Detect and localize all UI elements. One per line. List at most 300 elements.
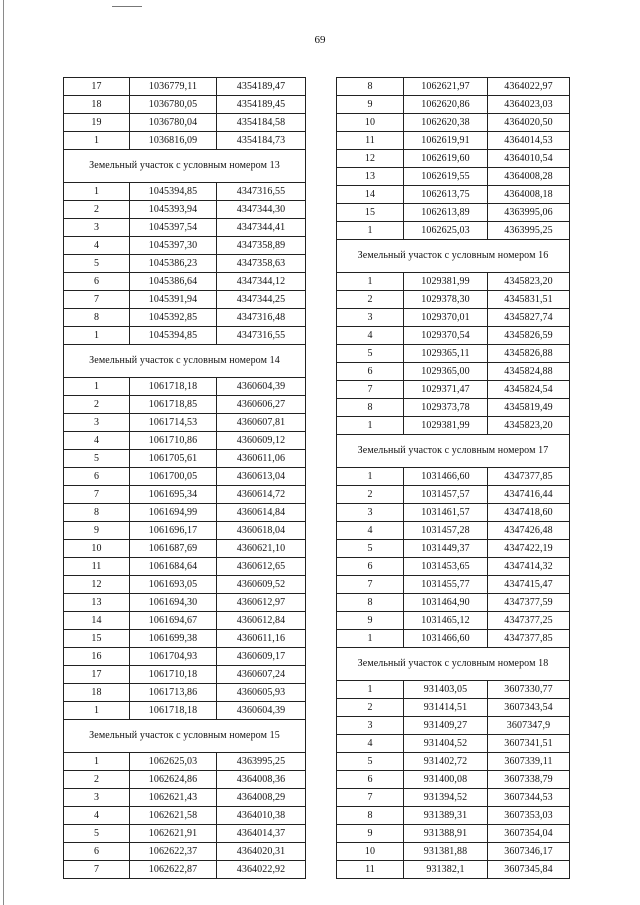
table-row <box>64 843 306 861</box>
x-coordinate-cell: 1062622,87 <box>130 861 217 879</box>
y-coordinate-cell: 4360609,12 <box>217 432 306 450</box>
x-coordinate-cell: 931400,08 <box>404 771 488 789</box>
y-coordinate-cell: 4360612,97 <box>217 594 306 612</box>
y-coordinate-cell: 4354184,73 <box>217 132 306 150</box>
x-coordinate-cell: 1061695,34 <box>130 486 217 504</box>
point-number-cell: 2 <box>337 291 404 309</box>
y-coordinate-cell: 3607344,53 <box>488 789 570 807</box>
x-coordinate-cell: 1045391,94 <box>130 291 217 309</box>
y-coordinate-cell: 4360612,65 <box>217 558 306 576</box>
table-row <box>64 414 306 432</box>
table-row <box>64 219 306 237</box>
x-coordinate-cell: 1061700,05 <box>130 468 217 486</box>
table-row <box>337 309 570 327</box>
x-coordinate-cell: 931394,52 <box>404 789 488 807</box>
y-coordinate-cell: 4345823,20 <box>488 273 570 291</box>
point-number-cell: 2 <box>337 699 404 717</box>
y-coordinate-cell: 4360618,04 <box>217 522 306 540</box>
point-number-cell: 6 <box>337 558 404 576</box>
x-coordinate-cell: 1061696,17 <box>130 522 217 540</box>
x-coordinate-cell: 1031465,12 <box>404 612 488 630</box>
left-coordinates-table-container <box>63 77 305 879</box>
y-coordinate-cell: 4347344,30 <box>217 201 306 219</box>
table-row <box>64 114 306 132</box>
table-row <box>337 612 570 630</box>
point-number-cell: 3 <box>64 219 130 237</box>
point-number-cell: 8 <box>337 399 404 417</box>
x-coordinate-cell: 1061699,38 <box>130 630 217 648</box>
table-row <box>64 753 306 771</box>
table-row <box>337 789 570 807</box>
point-number-cell: 1 <box>64 327 130 345</box>
land-plot-section-title: Земельный участок с условным номером 18 <box>337 648 570 681</box>
table-row <box>337 522 570 540</box>
x-coordinate-cell: 1061718,18 <box>130 378 217 396</box>
right-coordinates-table-container <box>336 77 569 879</box>
point-number-cell: 6 <box>64 468 130 486</box>
y-coordinate-cell: 3607345,84 <box>488 861 570 879</box>
table-row <box>337 327 570 345</box>
y-coordinate-cell: 4354184,58 <box>217 114 306 132</box>
table-row <box>337 861 570 879</box>
y-coordinate-cell: 4364014,53 <box>488 132 570 150</box>
table-row <box>337 843 570 861</box>
point-number-cell: 3 <box>337 504 404 522</box>
x-coordinate-cell: 1029365,00 <box>404 363 488 381</box>
x-coordinate-cell: 1045393,94 <box>130 201 217 219</box>
y-coordinate-cell: 4360607,24 <box>217 666 306 684</box>
point-number-cell: 6 <box>64 273 130 291</box>
y-coordinate-cell: 4364020,50 <box>488 114 570 132</box>
x-coordinate-cell: 1061694,67 <box>130 612 217 630</box>
table-row <box>64 378 306 396</box>
section-header-row <box>64 720 306 753</box>
x-coordinate-cell: 1062619,55 <box>404 168 488 186</box>
land-plot-section-title: Земельный участок с условным номером 13 <box>64 150 306 183</box>
y-coordinate-cell: 4364022,92 <box>217 861 306 879</box>
table-row <box>337 504 570 522</box>
x-coordinate-cell: 1045397,30 <box>130 237 217 255</box>
y-coordinate-cell: 4360604,39 <box>217 702 306 720</box>
right-coordinates-table-body <box>337 78 570 879</box>
table-row <box>64 273 306 291</box>
land-plot-section-title: Земельный участок с условным номером 14 <box>64 345 306 378</box>
y-coordinate-cell: 4347316,55 <box>217 327 306 345</box>
point-number-cell: 17 <box>64 78 130 96</box>
point-number-cell: 17 <box>64 666 130 684</box>
scan-top-mark <box>112 6 142 7</box>
table-row <box>337 78 570 96</box>
point-number-cell: 3 <box>64 414 130 432</box>
point-number-cell: 8 <box>337 594 404 612</box>
y-coordinate-cell: 4347316,48 <box>217 309 306 327</box>
point-number-cell: 7 <box>337 576 404 594</box>
point-number-cell: 12 <box>64 576 130 594</box>
table-row <box>64 132 306 150</box>
x-coordinate-cell: 1061694,99 <box>130 504 217 522</box>
x-coordinate-cell: 1029378,30 <box>404 291 488 309</box>
section-header-row <box>337 435 570 468</box>
point-number-cell: 14 <box>64 612 130 630</box>
point-number-cell: 1 <box>64 702 130 720</box>
table-row <box>337 132 570 150</box>
x-coordinate-cell: 1061684,64 <box>130 558 217 576</box>
table-row <box>64 540 306 558</box>
y-coordinate-cell: 4347377,85 <box>488 468 570 486</box>
point-number-cell: 2 <box>337 486 404 504</box>
y-coordinate-cell: 4363995,06 <box>488 204 570 222</box>
land-plot-section-title: Земельный участок с условным номером 15 <box>64 720 306 753</box>
x-coordinate-cell: 1062624,86 <box>130 771 217 789</box>
x-coordinate-cell: 1036779,11 <box>130 78 217 96</box>
table-row <box>337 576 570 594</box>
section-header-row <box>337 648 570 681</box>
x-coordinate-cell: 1061710,18 <box>130 666 217 684</box>
point-number-cell: 10 <box>337 843 404 861</box>
table-row <box>64 78 306 96</box>
table-row <box>64 450 306 468</box>
point-number-cell: 1 <box>337 630 404 648</box>
y-coordinate-cell: 3607354,04 <box>488 825 570 843</box>
point-number-cell: 4 <box>64 432 130 450</box>
x-coordinate-cell: 1029370,01 <box>404 309 488 327</box>
table-row <box>337 486 570 504</box>
y-coordinate-cell: 4364010,38 <box>217 807 306 825</box>
table-row <box>64 612 306 630</box>
x-coordinate-cell: 1031453,65 <box>404 558 488 576</box>
point-number-cell: 9 <box>337 96 404 114</box>
point-number-cell: 7 <box>64 291 130 309</box>
y-coordinate-cell: 4364020,31 <box>217 843 306 861</box>
point-number-cell: 5 <box>337 345 404 363</box>
table-row <box>337 417 570 435</box>
x-coordinate-cell: 931403,05 <box>404 681 488 699</box>
point-number-cell: 1 <box>64 132 130 150</box>
point-number-cell: 4 <box>337 327 404 345</box>
x-coordinate-cell: 1036816,09 <box>130 132 217 150</box>
point-number-cell: 5 <box>337 540 404 558</box>
x-coordinate-cell: 1029381,99 <box>404 273 488 291</box>
point-number-cell: 15 <box>337 204 404 222</box>
y-coordinate-cell: 4345823,20 <box>488 417 570 435</box>
y-coordinate-cell: 4364010,54 <box>488 150 570 168</box>
y-coordinate-cell: 4364008,29 <box>217 789 306 807</box>
table-row <box>337 186 570 204</box>
x-coordinate-cell: 931414,51 <box>404 699 488 717</box>
x-coordinate-cell: 931389,31 <box>404 807 488 825</box>
x-coordinate-cell: 1029370,54 <box>404 327 488 345</box>
y-coordinate-cell: 4363995,25 <box>217 753 306 771</box>
x-coordinate-cell: 1061710,86 <box>130 432 217 450</box>
y-coordinate-cell: 4347316,55 <box>217 183 306 201</box>
y-coordinate-cell: 4354189,47 <box>217 78 306 96</box>
y-coordinate-cell: 3607346,17 <box>488 843 570 861</box>
table-row <box>337 630 570 648</box>
point-number-cell: 5 <box>64 450 130 468</box>
point-number-cell: 7 <box>64 486 130 504</box>
x-coordinate-cell: 1061714,53 <box>130 414 217 432</box>
point-number-cell: 13 <box>337 168 404 186</box>
table-row <box>64 396 306 414</box>
y-coordinate-cell: 4347377,85 <box>488 630 570 648</box>
point-number-cell: 12 <box>337 150 404 168</box>
left-coordinates-table-body <box>64 78 306 879</box>
point-number-cell: 5 <box>337 753 404 771</box>
y-coordinate-cell: 4360605,93 <box>217 684 306 702</box>
x-coordinate-cell: 1045386,23 <box>130 255 217 273</box>
point-number-cell: 11 <box>337 132 404 150</box>
x-coordinate-cell: 931404,52 <box>404 735 488 753</box>
y-coordinate-cell: 4345819,49 <box>488 399 570 417</box>
y-coordinate-cell: 4364023,03 <box>488 96 570 114</box>
table-row <box>337 771 570 789</box>
table-row <box>64 291 306 309</box>
table-row <box>337 222 570 240</box>
x-coordinate-cell: 1062620,38 <box>404 114 488 132</box>
x-coordinate-cell: 1036780,05 <box>130 96 217 114</box>
x-coordinate-cell: 1029381,99 <box>404 417 488 435</box>
point-number-cell: 15 <box>64 630 130 648</box>
point-number-cell: 4 <box>337 735 404 753</box>
y-coordinate-cell: 4360609,52 <box>217 576 306 594</box>
y-coordinate-cell: 4347415,47 <box>488 576 570 594</box>
point-number-cell: 13 <box>64 594 130 612</box>
table-row <box>64 327 306 345</box>
y-coordinate-cell: 4364008,36 <box>217 771 306 789</box>
land-plot-section-title: Земельный участок с условным номером 16 <box>337 240 570 273</box>
y-coordinate-cell: 4347414,32 <box>488 558 570 576</box>
x-coordinate-cell: 1062622,37 <box>130 843 217 861</box>
x-coordinate-cell: 1062613,75 <box>404 186 488 204</box>
y-coordinate-cell: 4347377,59 <box>488 594 570 612</box>
y-coordinate-cell: 4347344,12 <box>217 273 306 291</box>
point-number-cell: 7 <box>337 789 404 807</box>
table-row <box>64 648 306 666</box>
y-coordinate-cell: 3607341,51 <box>488 735 570 753</box>
x-coordinate-cell: 1062625,03 <box>404 222 488 240</box>
table-row <box>64 522 306 540</box>
point-number-cell: 10 <box>337 114 404 132</box>
right-coordinates-table <box>336 77 570 879</box>
x-coordinate-cell: 1062621,91 <box>130 825 217 843</box>
table-row <box>337 468 570 486</box>
y-coordinate-cell: 3607339,11 <box>488 753 570 771</box>
point-number-cell: 11 <box>337 861 404 879</box>
point-number-cell: 10 <box>64 540 130 558</box>
point-number-cell: 18 <box>64 684 130 702</box>
x-coordinate-cell: 1062613,89 <box>404 204 488 222</box>
table-row <box>64 255 306 273</box>
x-coordinate-cell: 1031457,28 <box>404 522 488 540</box>
x-coordinate-cell: 931381,88 <box>404 843 488 861</box>
y-coordinate-cell: 4345826,88 <box>488 345 570 363</box>
x-coordinate-cell: 1029371,47 <box>404 381 488 399</box>
table-row <box>337 594 570 612</box>
y-coordinate-cell: 4360621,10 <box>217 540 306 558</box>
table-row <box>64 558 306 576</box>
y-coordinate-cell: 4364014,37 <box>217 825 306 843</box>
table-row <box>64 576 306 594</box>
table-row <box>64 309 306 327</box>
point-number-cell: 9 <box>337 825 404 843</box>
y-coordinate-cell: 3607343,54 <box>488 699 570 717</box>
table-row <box>337 96 570 114</box>
table-row <box>337 540 570 558</box>
y-coordinate-cell: 4347358,63 <box>217 255 306 273</box>
table-row <box>337 699 570 717</box>
point-number-cell: 2 <box>64 396 130 414</box>
table-row <box>64 807 306 825</box>
section-header-row <box>64 345 306 378</box>
x-coordinate-cell: 1062621,43 <box>130 789 217 807</box>
point-number-cell: 7 <box>64 861 130 879</box>
x-coordinate-cell: 1062619,60 <box>404 150 488 168</box>
y-coordinate-cell: 4345827,74 <box>488 309 570 327</box>
x-coordinate-cell: 1062625,03 <box>130 753 217 771</box>
y-coordinate-cell: 4347416,44 <box>488 486 570 504</box>
table-row <box>337 753 570 771</box>
point-number-cell: 1 <box>64 753 130 771</box>
y-coordinate-cell: 4354189,45 <box>217 96 306 114</box>
x-coordinate-cell: 1045392,85 <box>130 309 217 327</box>
left-coordinates-table <box>63 77 306 879</box>
y-coordinate-cell: 3607338,79 <box>488 771 570 789</box>
y-coordinate-cell: 3607330,77 <box>488 681 570 699</box>
x-coordinate-cell: 1031461,57 <box>404 504 488 522</box>
point-number-cell: 1 <box>337 417 404 435</box>
y-coordinate-cell: 4347344,41 <box>217 219 306 237</box>
table-row <box>64 630 306 648</box>
table-row <box>337 681 570 699</box>
x-coordinate-cell: 1061693,05 <box>130 576 217 594</box>
table-row <box>64 201 306 219</box>
x-coordinate-cell: 1029365,11 <box>404 345 488 363</box>
y-coordinate-cell: 4360611,06 <box>217 450 306 468</box>
y-coordinate-cell: 4360611,16 <box>217 630 306 648</box>
x-coordinate-cell: 1045386,64 <box>130 273 217 291</box>
land-plot-section-title: Земельный участок с условным номером 17 <box>337 435 570 468</box>
point-number-cell: 18 <box>64 96 130 114</box>
point-number-cell: 9 <box>64 522 130 540</box>
point-number-cell: 8 <box>64 504 130 522</box>
point-number-cell: 8 <box>337 807 404 825</box>
table-row <box>337 150 570 168</box>
point-number-cell: 1 <box>337 273 404 291</box>
point-number-cell: 1 <box>337 681 404 699</box>
section-header-row <box>337 240 570 273</box>
point-number-cell: 3 <box>64 789 130 807</box>
point-number-cell: 5 <box>64 825 130 843</box>
x-coordinate-cell: 1061718,18 <box>130 702 217 720</box>
x-coordinate-cell: 1061718,85 <box>130 396 217 414</box>
x-coordinate-cell: 1031457,57 <box>404 486 488 504</box>
x-coordinate-cell: 1029373,78 <box>404 399 488 417</box>
table-row <box>64 486 306 504</box>
x-coordinate-cell: 931388,91 <box>404 825 488 843</box>
point-number-cell: 11 <box>64 558 130 576</box>
x-coordinate-cell: 1062620,86 <box>404 96 488 114</box>
y-coordinate-cell: 4360606,27 <box>217 396 306 414</box>
y-coordinate-cell: 4345824,54 <box>488 381 570 399</box>
scan-page-edge <box>3 0 4 905</box>
y-coordinate-cell: 4345824,88 <box>488 363 570 381</box>
y-coordinate-cell: 4347426,48 <box>488 522 570 540</box>
table-row <box>64 237 306 255</box>
page-number: 69 <box>314 34 326 46</box>
table-row <box>337 558 570 576</box>
table-row <box>64 825 306 843</box>
table-row <box>337 363 570 381</box>
point-number-cell: 19 <box>64 114 130 132</box>
y-coordinate-cell: 4360604,39 <box>217 378 306 396</box>
x-coordinate-cell: 931382,1 <box>404 861 488 879</box>
x-coordinate-cell: 1031455,77 <box>404 576 488 594</box>
x-coordinate-cell: 1045394,85 <box>130 183 217 201</box>
table-row <box>337 807 570 825</box>
point-number-cell: 1 <box>64 183 130 201</box>
table-row <box>337 114 570 132</box>
section-header-row <box>64 150 306 183</box>
point-number-cell: 1 <box>337 468 404 486</box>
table-row <box>64 432 306 450</box>
table-row <box>64 684 306 702</box>
table-row <box>64 594 306 612</box>
table-row <box>337 273 570 291</box>
table-row <box>64 789 306 807</box>
y-coordinate-cell: 4360614,72 <box>217 486 306 504</box>
table-row <box>337 291 570 309</box>
y-coordinate-cell: 4347377,25 <box>488 612 570 630</box>
point-number-cell: 2 <box>64 201 130 219</box>
point-number-cell: 8 <box>64 309 130 327</box>
y-coordinate-cell: 4364022,97 <box>488 78 570 96</box>
point-number-cell: 6 <box>337 771 404 789</box>
point-number-cell: 4 <box>337 522 404 540</box>
y-coordinate-cell: 4345831,51 <box>488 291 570 309</box>
x-coordinate-cell: 1061705,61 <box>130 450 217 468</box>
table-row <box>64 183 306 201</box>
table-row <box>64 702 306 720</box>
point-number-cell: 6 <box>337 363 404 381</box>
point-number-cell: 14 <box>337 186 404 204</box>
y-coordinate-cell: 4364008,28 <box>488 168 570 186</box>
x-coordinate-cell: 1062621,97 <box>404 78 488 96</box>
y-coordinate-cell: 4360613,04 <box>217 468 306 486</box>
table-row <box>64 504 306 522</box>
table-row <box>64 666 306 684</box>
table-row <box>337 717 570 735</box>
y-coordinate-cell: 4360609,17 <box>217 648 306 666</box>
table-row <box>64 468 306 486</box>
y-coordinate-cell: 3607353,03 <box>488 807 570 825</box>
y-coordinate-cell: 4347418,60 <box>488 504 570 522</box>
point-number-cell: 5 <box>64 255 130 273</box>
y-coordinate-cell: 4364008,18 <box>488 186 570 204</box>
x-coordinate-cell: 1045397,54 <box>130 219 217 237</box>
y-coordinate-cell: 4360614,84 <box>217 504 306 522</box>
point-number-cell: 9 <box>337 612 404 630</box>
x-coordinate-cell: 1061704,93 <box>130 648 217 666</box>
x-coordinate-cell: 931409,27 <box>404 717 488 735</box>
x-coordinate-cell: 1036780,04 <box>130 114 217 132</box>
point-number-cell: 7 <box>337 381 404 399</box>
table-row <box>337 825 570 843</box>
x-coordinate-cell: 1031466,60 <box>404 630 488 648</box>
point-number-cell: 4 <box>64 237 130 255</box>
table-row <box>337 345 570 363</box>
x-coordinate-cell: 1045394,85 <box>130 327 217 345</box>
x-coordinate-cell: 1061687,69 <box>130 540 217 558</box>
